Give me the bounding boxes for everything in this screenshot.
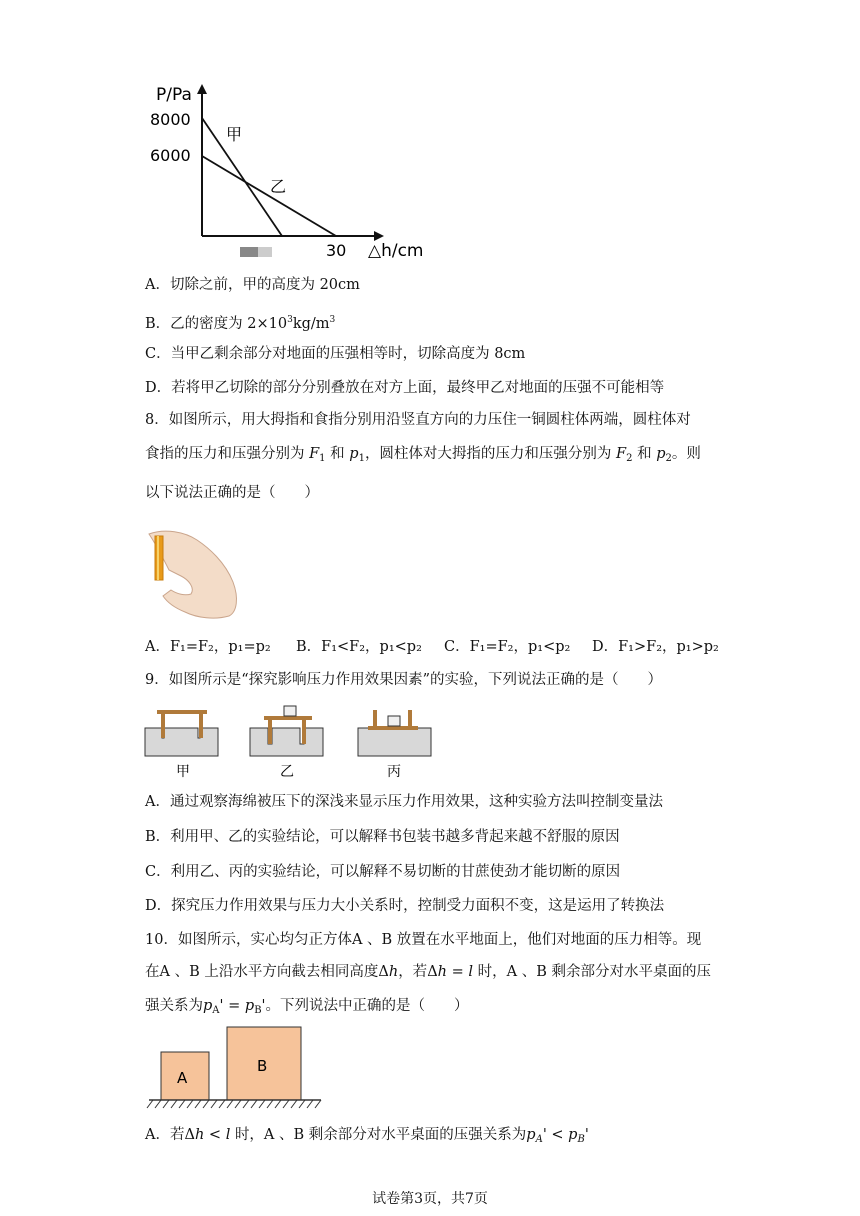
q10-stem-line2: 在A 、B 上沿水平方向截去相同高度Δh，若Δh = l 时，A 、B 剩余部分对水平桌面的压 xyxy=(145,964,711,980)
label-jia: 甲 xyxy=(176,764,190,780)
q8-stem-line1: 8．如图所示，用大拇指和食指分别用沿竖直方向的力压住一铜圆柱体两端，圆柱体对 xyxy=(145,412,691,428)
label-jia: 甲 xyxy=(226,125,243,144)
q9-option-b: B．利用甲、乙的实验结论，可以解释书包装书越多背起来越不舒服的原因 xyxy=(145,829,620,845)
page-footer: 试卷第3页，共7页 xyxy=(372,1191,488,1207)
line-yi xyxy=(202,156,336,236)
q7-option-b: B．乙的密度为 $2\times 10^3kg/m^3$ xyxy=(145,315,336,332)
cube-a-label: A xyxy=(177,1069,188,1087)
x-axis-arrow xyxy=(374,231,384,241)
q8-stem-line2: 食指的压力和压强分别为 $F_1$ 和 $p_1$，圆柱体对大拇指的压力和压强分别为 $F_2$ 和 $p_2$。则 xyxy=(145,446,701,464)
setup-jia xyxy=(145,710,218,756)
q7-option-c: C．当甲乙剩余部分对地面的压强相等时，切除高度为 8cm xyxy=(145,346,526,362)
q10-option-a: A．若Δh < l 时，A 、B 剩余部分对水平桌面的压强关系为$p_A' < p_B'$ xyxy=(145,1127,589,1145)
y-tick-6000: 6000 xyxy=(150,146,191,165)
y-axis-label: P/Pa xyxy=(156,85,192,105)
setup-bing xyxy=(358,710,431,756)
cubes-figure xyxy=(145,1020,325,1110)
q8-option-a: A．F₁=F₂，p₁=p₂ xyxy=(145,639,271,655)
setup-yi xyxy=(250,706,323,756)
label-yi: 乙 xyxy=(280,764,294,780)
q9-option-a: A．通过观察海绵被压下的深浅来显示压力作用效果，这种实验方法叫控制变量法 xyxy=(145,794,663,810)
q9-stem: 9．如图所示是“探究影响压力作用效果因素”的实验，下列说法正确的是（ ） xyxy=(145,672,663,688)
q9-option-d: D．探究压力作用效果与压力大小关系时，控制受力面积不变，这是运用了转换法 xyxy=(145,898,665,914)
label-yi: 乙 xyxy=(270,177,287,196)
y-axis-arrow xyxy=(197,84,207,94)
q8-option-d: D．F₁>F₂，p₁>p₂ xyxy=(592,639,719,655)
obscured-tick xyxy=(240,247,258,257)
cube-b-label: B xyxy=(257,1057,268,1075)
pressure-height-graph xyxy=(140,78,450,263)
q8-option-b: B．F₁<F₂，p₁<p₂ xyxy=(296,639,422,655)
x-axis-label: △h/cm xyxy=(368,241,424,261)
hand-cylinder-figure xyxy=(145,522,245,622)
sponge-experiment-figure xyxy=(140,700,440,782)
q10-stem-line1: 10．如图所示，实心均匀正方体A 、B 放置在水平地面上，他们对地面的压力相等。现 xyxy=(145,932,702,948)
q10-stem-line3: 强关系为$p_A' = p_B'$。下列说法中正确的是（ ） xyxy=(145,998,469,1016)
label-bing: 丙 xyxy=(387,764,401,780)
q8-option-c: C．F₁=F₂，p₁<p₂ xyxy=(444,639,571,655)
y-tick-8000: 8000 xyxy=(150,110,191,129)
ground-hatch xyxy=(147,1100,321,1108)
q7-option-a: A．切除之前，甲的高度为 20cm xyxy=(145,277,360,293)
q8-stem-line3: 以下说法正确的是（ ） xyxy=(145,485,319,501)
q7-option-d: D．若将甲乙切除的部分分别叠放在对方上面，最终甲乙对地面的压强不可能相等 xyxy=(145,380,665,396)
x-tick-30: 30 xyxy=(326,241,347,260)
q9-option-c: C．利用乙、丙的实验结论，可以解释不易切断的甘蔗使劲才能切断的原因 xyxy=(145,864,621,880)
